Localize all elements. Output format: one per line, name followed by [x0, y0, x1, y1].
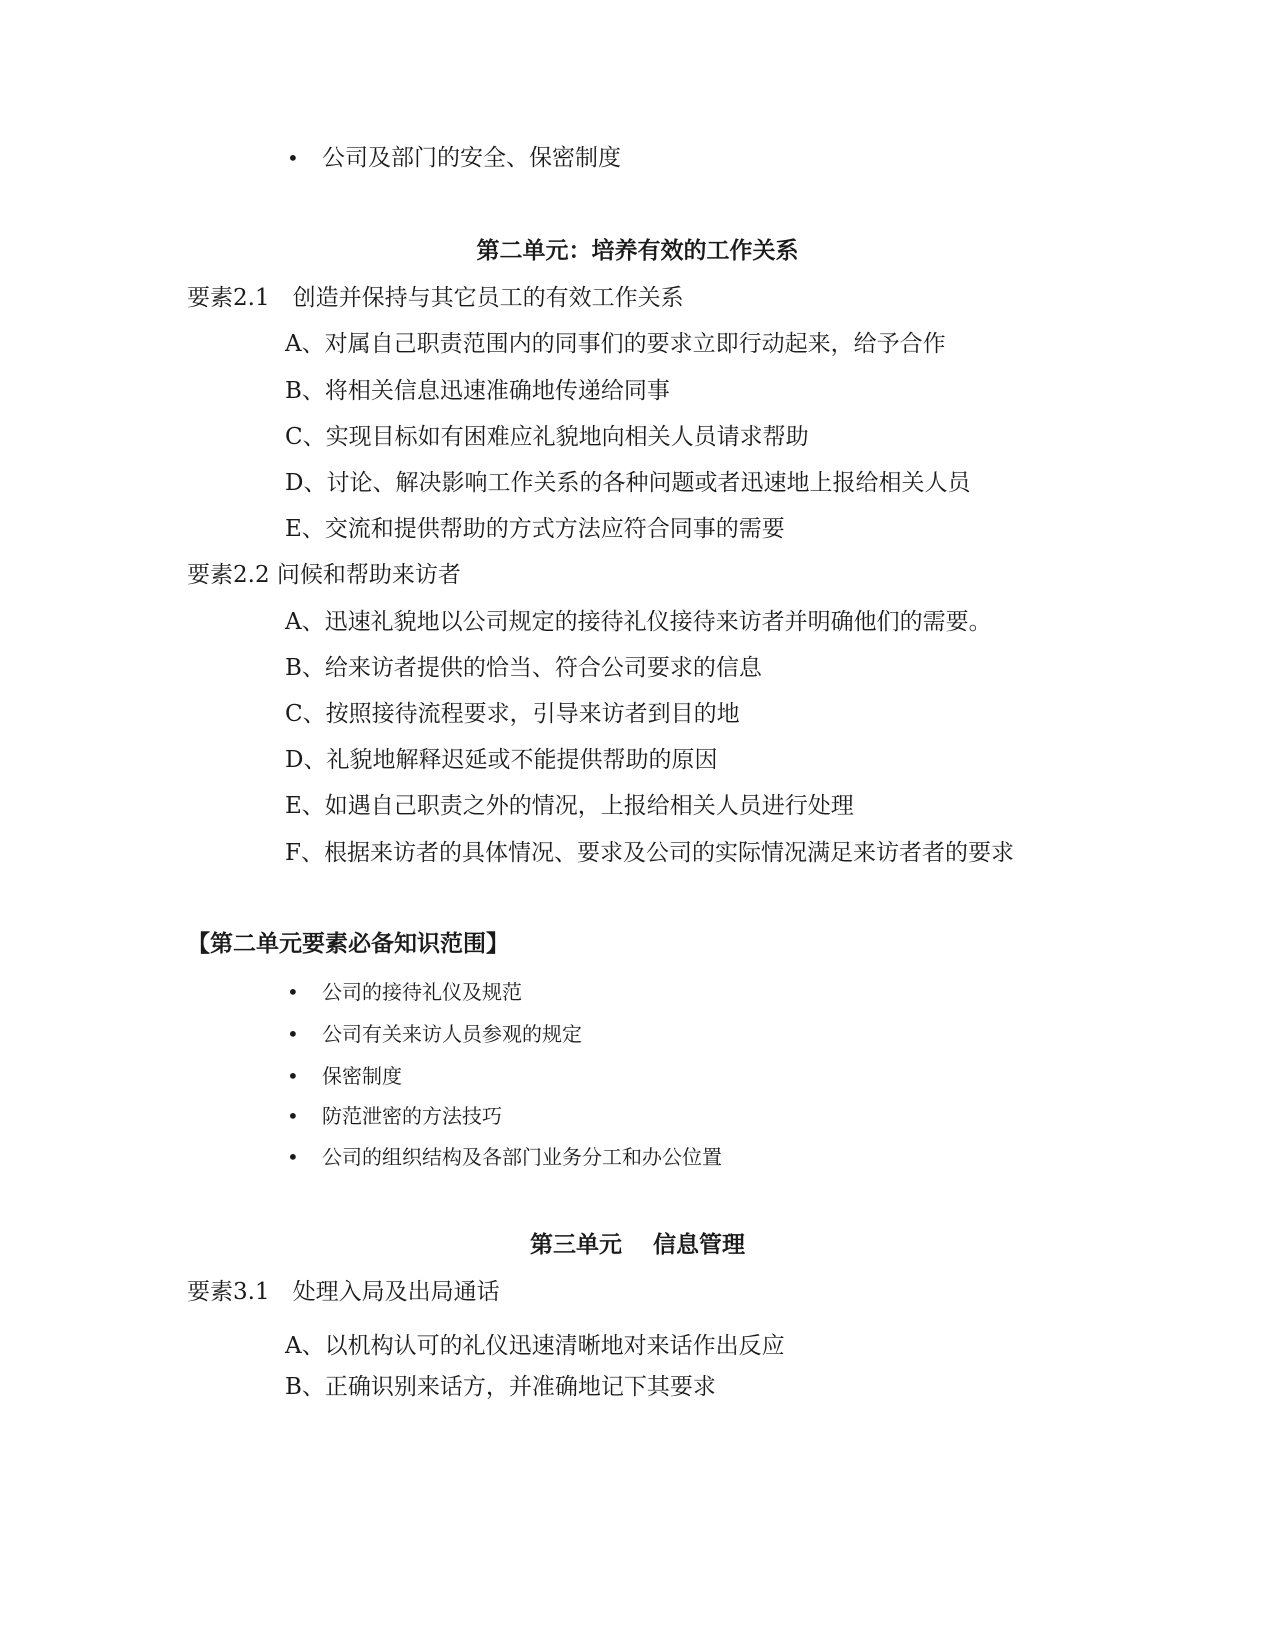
list-item: D、礼貌地解释迟延或不能提供帮助的原因 [285, 747, 718, 773]
unit-3-title: 第三单元 信息管理 [529, 1232, 745, 1258]
list-item [287, 1062, 402, 1090]
list-item: C、按照接待流程要求，引导来访者到目的地 [285, 701, 740, 727]
list-item-text: 防范泄密的方法技巧 [322, 1104, 502, 1128]
list-item-text: 公司的接待礼仪及规范 [322, 980, 522, 1004]
knowledge-title: 【第二单元要素必备知识范围】 [187, 931, 509, 957]
bullet-icon: • [287, 146, 299, 170]
unit-2-title: 第二单元：培养有效的工作关系 [476, 238, 799, 264]
list-item [287, 978, 522, 1006]
list-item [287, 1143, 722, 1171]
list-item-text: 保密制度 [322, 1064, 402, 1088]
element-2-1-label: 要素2.1 创造并保持与其它员工的有效工作关系 [187, 285, 684, 311]
list-item-text: 公司的组织结构及各部门业务分工和办公位置 [322, 1145, 722, 1169]
list-item: A、迅速礼貌地以公司规定的接待礼仪接待来访者并明确他们的需要。 [285, 609, 992, 635]
list-item [287, 1102, 502, 1130]
list-item [287, 1020, 582, 1048]
list-item-text: 公司有关来访人员参观的规定 [322, 1022, 582, 1046]
list-item: A、对属自己职责范围内的同事们的要求立即行动起来，给予合作 [285, 331, 946, 357]
list-item [287, 144, 621, 172]
bullet-icon: • [287, 1064, 299, 1088]
list-item: E、如遇自己职责之外的情况，上报给相关人员进行处理 [285, 793, 854, 819]
list-item: B、将相关信息迅速准确地传递给同事 [285, 378, 670, 404]
element-3-1-label: 要素3.1 处理入局及出局通话 [187, 1279, 500, 1305]
list-item-text: 公司及部门的安全、保密制度 [322, 145, 621, 171]
list-item: F、根据来访者的具体情况、要求及公司的实际情况满足来访者者的要求 [285, 840, 1014, 866]
bullet-icon: • [287, 980, 299, 1004]
element-2-2-label: 要素2.2 问候和帮助来访者 [187, 562, 461, 588]
list-item: E、交流和提供帮助的方式方法应符合同事的需要 [285, 516, 785, 542]
bullet-icon: • [287, 1104, 299, 1128]
bullet-icon: • [287, 1022, 299, 1046]
list-item: A、以机构认可的礼仪迅速清晰地对来话作出反应 [285, 1333, 785, 1359]
list-item: B、正确识别来话方，并准确地记下其要求 [285, 1374, 716, 1400]
list-item: B、给来访者提供的恰当、符合公司要求的信息 [285, 655, 762, 681]
list-item: C、实现目标如有困难应礼貌地向相关人员请求帮助 [285, 424, 809, 450]
list-item: D、讨论、解决影响工作关系的各种问题或者迅速地上报给相关人员 [285, 470, 971, 496]
bullet-icon: • [287, 1145, 299, 1169]
